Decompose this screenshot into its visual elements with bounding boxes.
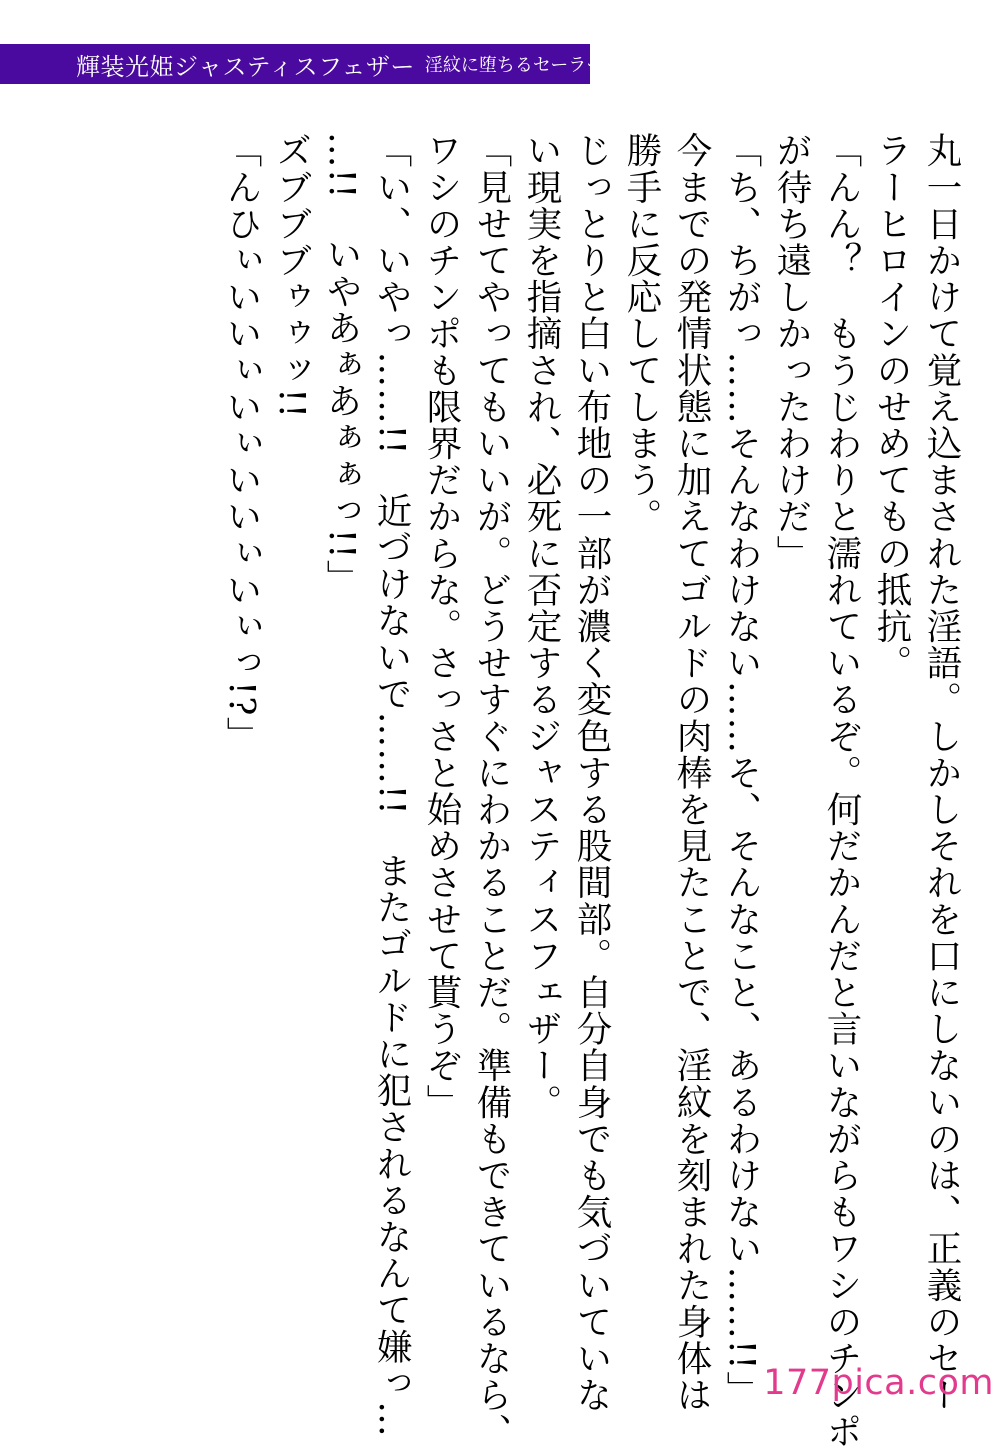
text-line: 「見せてやってもいいが。どうせすぐにわかることだ。準備もできているなら、 (471, 132, 512, 1450)
running-header (0, 44, 676, 84)
site-watermark: 177pica.com (763, 1363, 994, 1403)
text-line: い現実を指摘され、必死に否定するジャスティスフェザー。 (521, 132, 562, 1121)
text-line: 「んひぃいいぃいぃいいぃいぃっ!?」 (221, 132, 262, 754)
text-line: が待ち遠しかったわけだ」 (771, 132, 812, 572)
text-line: 勝手に反応してしまう。 (621, 132, 662, 535)
text-line: じっとりと白い布地の一部が濃く変色する股間部。自分自身でも気づいていな (571, 132, 612, 1413)
text-line: 丸一日かけて覚え込まされた淫語。しかしそれを口にしないのは、正義のセー (921, 132, 962, 1413)
text-line: 「い、いやっ……!! 近づけないで……!! またゴルドに犯されるなんて嫌っ… (371, 132, 412, 1438)
text-line: 今までの発情状態に加えてゴルドの肉棒を見たことで、淫紋を刻まれた身体は (671, 132, 712, 1413)
text-line: ズブブブゥゥッ!! (271, 132, 312, 419)
text-line: 「んん？ もうじわりと濡れているぞ。何だかんだと言いながらもワシのチンポ (821, 132, 862, 1450)
text-line: ラーヒロインのせめてもの抵抗。 (871, 132, 912, 681)
book-title: 輝装光姫ジャスティスフェザー (76, 52, 415, 81)
text-line: ワシのチンポも限界だからな。さっさと始めさせて貰うぞ」 (421, 132, 462, 1121)
text-line: 「ち、ちがっ……そんなわけない……そ、そんなこと、あるわけない……!!」 (721, 132, 762, 1408)
text-line: …!! いやあぁあぁぁっ!!」 (321, 132, 362, 597)
book-subtitle: 淫紋に堕ちるセーラーヒロイン (424, 55, 676, 76)
